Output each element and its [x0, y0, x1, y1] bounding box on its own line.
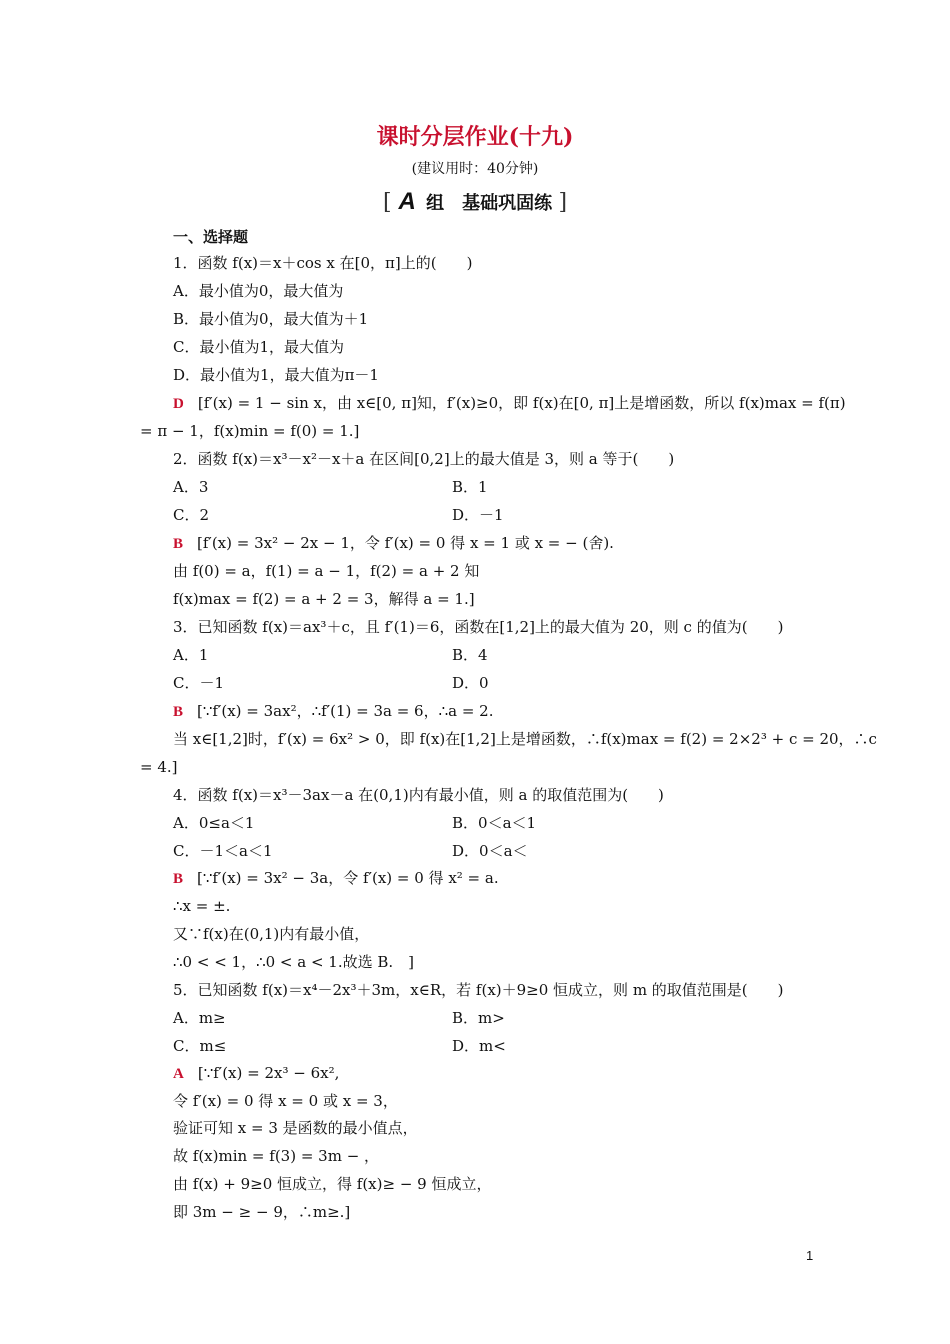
q4-option-a: A．0≤a＜1: [173, 814, 255, 832]
q3-answer: B: [173, 704, 184, 720]
q5-answer: A: [173, 1066, 184, 1082]
q1-solution-line2: = π − 1，f(x)min = f(0) = 1.]: [140, 422, 360, 440]
q3-option-d: D．0: [452, 674, 489, 692]
q5-solution-line6: 即 3m − ≥ − 9，∴m≥.]: [173, 1203, 351, 1221]
q4-answer: B: [173, 871, 184, 887]
q4-option-b: B．0＜a＜1: [452, 814, 537, 832]
q4-solution-line3: 又∵f(x)在(0,1)内有最小值，: [173, 925, 370, 943]
section-heading: 一、选择题: [173, 228, 249, 246]
q3-stem: 3．已知函数 f(x)＝ax³＋c，且 f′(1)＝6，函数在[1,2]上的最大值为 20，则 c 的值为( ): [173, 618, 784, 636]
q2-solution-line2: 由 f(0) = a，f(1) = a − 1，f(2) = a + 2 知: [173, 562, 480, 580]
q2-stem: 2．函数 f(x)＝x³－x²－x＋a 在区间[0,2]上的最大值是 3，则 a 等于( ): [173, 450, 675, 468]
q5-solution-line2: 令 f′(x) = 0 得 x = 0 或 x = 3，: [173, 1092, 398, 1110]
q4-option-c: C．－1＜a＜1: [173, 842, 273, 860]
q2-option-b: B．1: [452, 478, 488, 496]
q1-option-c: C．最小值为1，最大值为: [173, 338, 345, 356]
q1-solution-line1: D [f′(x) = 1 − sin x，由 x∈[0, π]知，f′(x)≥0，即 f(x)在[0, π]上是增函数，所以 f(x)max = f(π): [173, 394, 846, 412]
q5-option-c: C．m≤: [173, 1037, 227, 1055]
q5-option-d: D．m<: [452, 1037, 506, 1055]
left-bracket: [: [382, 190, 399, 215]
q1-answer: D: [173, 396, 184, 412]
q2-solution-line3: f(x)max = f(2) = a + 2 = 3，解得 a = 1.]: [173, 590, 475, 608]
q2-option-a: A．3: [173, 478, 209, 496]
q4-option-d: D．0＜a＜: [452, 842, 528, 860]
page-number: 1: [806, 1248, 814, 1263]
q5-solution-line1: A [∵f′(x) = 2x³ − 6x²,: [173, 1064, 340, 1082]
q3-option-c: C．－1: [173, 674, 225, 692]
q3-solution-line3: = 4.]: [140, 758, 178, 776]
q5-option-b: B．m>: [452, 1009, 505, 1027]
group-letter: A: [398, 188, 416, 215]
q3-solution-line2: 当 x∈[1,2]时，f′(x) = 6x² > 0，即 f(x)在[1,2]上是增函数，∴f(x)max = f(2) = 2×2³ + c = 20，∴c: [173, 730, 877, 748]
q5-option-a: A．m≥: [173, 1009, 226, 1027]
q2-answer: B: [173, 536, 184, 552]
q5-stem: 5．已知函数 f(x)＝x⁴－2x³＋3m，x∈R，若 f(x)＋9≥0 恒成立，则 m 的取值范围是( ): [173, 981, 784, 999]
q4-solution-line4: ∴0 < < 1，∴0 < a < 1.故选 B. ]: [173, 953, 415, 971]
q2-option-d: D．－1: [452, 506, 504, 524]
q2-option-c: C．2: [173, 506, 210, 524]
q2-solution-line1: B [f′(x) = 3x² − 2x − 1，令 f′(x) = 0 得 x = 1 或 x = − (舍).: [173, 534, 614, 552]
q5-solution-line3: 验证可知 x = 3 是函数的最小值点，: [173, 1119, 418, 1137]
group-label: 组 基础巩固练: [426, 193, 553, 214]
q1-option-a: A．最小值为0，最大值为: [173, 282, 344, 300]
q3-solution-line1: B [∵f′(x) = 3ax²，∴f′(1) = 3a = 6，∴a = 2.: [173, 702, 494, 720]
q5-solution-line5: 由 f(x) + 9≥0 恒成立，得 f(x)≥ − 9 恒成立，: [173, 1175, 492, 1193]
group-banner: [0, 188, 950, 216]
q1-option-d: D．最小值为1，最大值为π－1: [173, 366, 379, 384]
q4-stem: 4．函数 f(x)＝x³－3ax－a 在(0,1)内有最小值，则 a 的取值范围为( ): [173, 786, 664, 804]
right-bracket: ]: [558, 190, 568, 215]
q4-solution-line2: ∴x = ±.: [173, 897, 231, 915]
q1-stem: 1．函数 f(x)＝x＋cos x 在[0，π]上的( ): [173, 254, 473, 272]
page-title: 课时分层作业(十九): [376, 124, 574, 150]
q5-solution-line4: 故 f(x)min = f(3) = 3m − ，: [173, 1147, 380, 1165]
page-subtitle: (建议用时：40分钟): [411, 161, 539, 177]
q4-solution-line1: B [∵f′(x) = 3x² − 3a，令 f′(x) = 0 得 x² = a.: [173, 869, 499, 887]
q3-option-a: A．1: [173, 646, 209, 664]
q1-option-b: B．最小值为0，最大值为＋1: [173, 310, 369, 328]
q3-option-b: B．4: [452, 646, 488, 664]
